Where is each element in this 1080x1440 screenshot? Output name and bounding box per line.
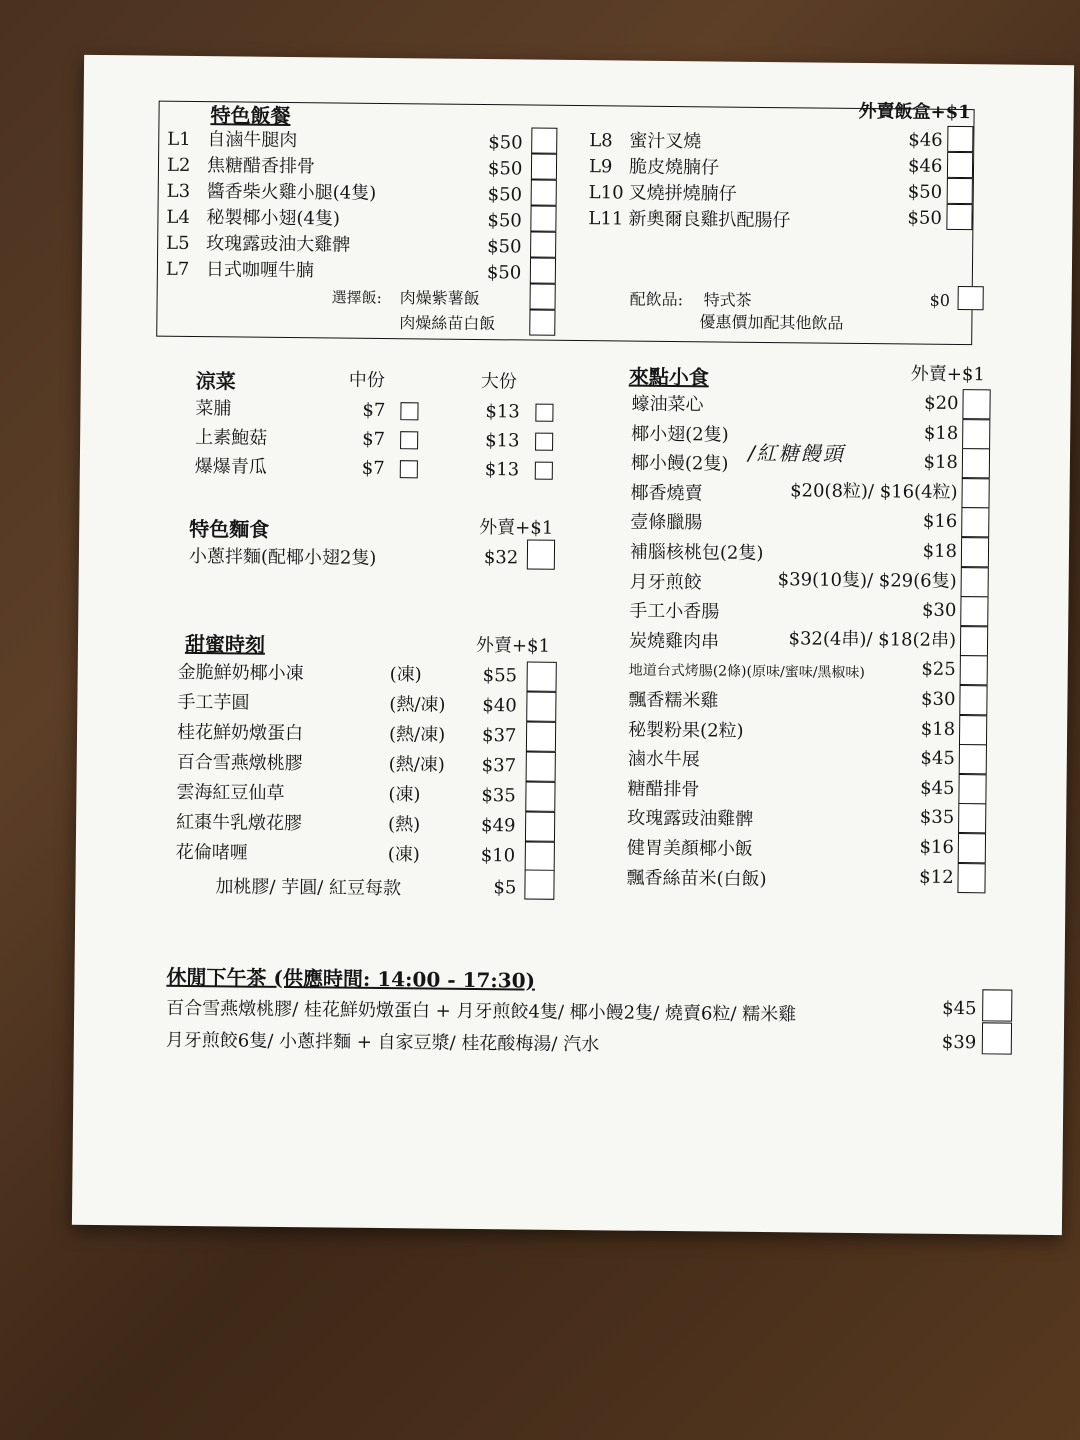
snack-item-price: $16 xyxy=(919,836,955,858)
dessert-item-price: $37 xyxy=(481,725,517,747)
noodles-takeaway-note: 外賣+$1 xyxy=(479,517,554,539)
snack-item-name: 椰小饅(2隻) xyxy=(630,452,729,475)
snack-item-checkbox[interactable] xyxy=(958,774,986,804)
dessert-item-checkbox[interactable] xyxy=(526,692,556,722)
rice-option: 肉燥紫薯飯 xyxy=(399,288,480,309)
snack-item-price: $39(10隻)/ $29(6隻) xyxy=(777,568,957,592)
cold-dish-large-checkbox[interactable] xyxy=(535,404,553,422)
rice-label: 選擇飯: xyxy=(331,288,382,307)
snack-item-price: $16 xyxy=(922,511,958,533)
snack-item-checkbox[interactable] xyxy=(959,715,987,745)
cold-dish-medium-checkbox[interactable] xyxy=(400,460,418,478)
snack-item-checkbox[interactable] xyxy=(959,685,987,715)
noodle-item-checkbox[interactable] xyxy=(527,540,555,570)
dessert-item-temp: (凍) xyxy=(389,664,422,686)
dessert-item-checkbox[interactable] xyxy=(527,662,557,692)
snack-item-checkbox[interactable] xyxy=(960,626,988,656)
snack-item-price: $18 xyxy=(922,540,958,563)
snack-item-price: $18 xyxy=(923,451,959,474)
cold-dish-large-checkbox[interactable] xyxy=(535,433,553,451)
set-meal-name: 玫瑰露豉油大雞髀 xyxy=(206,233,351,256)
dessert-item-name: 手工芋圓 xyxy=(177,691,250,714)
snack-item-name: 滷水牛展 xyxy=(627,748,700,771)
noodles-title: 特色麵食 xyxy=(189,516,270,542)
set-meal-price: $50 xyxy=(487,184,523,206)
rice-option: 肉燥絲苗白飯 xyxy=(399,313,496,334)
afternoon-tea-checkbox[interactable] xyxy=(982,989,1012,1021)
snack-item-price: $18 xyxy=(923,422,959,444)
dessert-item-price: $55 xyxy=(482,665,518,687)
dessert-item-price: $10 xyxy=(480,845,516,867)
dessert-item-temp: (熱) xyxy=(387,814,421,836)
dessert-item-temp: (熱/凍) xyxy=(389,694,446,716)
snack-item-price: $35 xyxy=(919,807,955,829)
set-meal-name: 自滷牛腿肉 xyxy=(207,129,298,152)
menu-paper xyxy=(72,55,1074,1235)
set-meal-name: 焦糖醋香排骨 xyxy=(206,155,316,178)
dessert-item-temp: (凍) xyxy=(387,844,420,866)
rice-option-checkbox[interactable] xyxy=(529,310,555,336)
cold-dish-medium-checkbox[interactable] xyxy=(400,402,418,420)
snack-item-price: $12 xyxy=(919,866,954,888)
dessert-item-checkbox[interactable] xyxy=(525,812,555,842)
snack-item-checkbox[interactable] xyxy=(957,863,985,893)
snack-item-checkbox[interactable] xyxy=(961,537,989,567)
set-meal-name: 脆皮燒腩仔 xyxy=(628,156,720,179)
snack-item-checkbox[interactable] xyxy=(962,448,990,478)
snack-item-price: $45 xyxy=(920,747,955,770)
snack-item-checkbox[interactable] xyxy=(961,507,989,537)
desserts-title: 甜蜜時刻 xyxy=(184,631,266,657)
set-meal-code: L3 xyxy=(166,180,191,202)
cold-dish-medium-price: $7 xyxy=(361,457,385,480)
cold-dish-name: 爆爆青瓜 xyxy=(194,456,267,478)
cold-dish-medium-price: $7 xyxy=(362,428,386,451)
snack-item-name: 手工小香腸 xyxy=(629,600,720,623)
dessert-item-price: $37 xyxy=(481,755,517,777)
set-meal-code: L5 xyxy=(166,232,190,254)
afternoon-tea-line: 月牙煎餃6隻/ 小蔥拌麵 + 自家豆漿/ 桂花酸梅湯/ 汽水 xyxy=(165,1029,600,1056)
drink-checkbox[interactable] xyxy=(958,286,984,310)
set-meal-checkbox[interactable] xyxy=(530,258,556,284)
dessert-item-price: $40 xyxy=(482,695,517,717)
cold-dish-name: 上素鮑菇 xyxy=(195,427,268,449)
set-meal-price: $46 xyxy=(907,155,943,177)
afternoon-tea-price: $39 xyxy=(941,1031,977,1054)
dessert-item-name: 百合雪燕燉桃膠 xyxy=(176,751,303,775)
set-meal-code: L1 xyxy=(167,128,191,150)
snack-item-name: 飄香糯米雞 xyxy=(628,689,719,712)
drink-label: 配飲品: xyxy=(629,289,684,310)
set-meal-checkbox[interactable] xyxy=(947,178,973,204)
drink-note: 優惠價加配其他飲品 xyxy=(699,312,844,333)
set-meal-price: $50 xyxy=(486,262,522,284)
set-meal-price: $50 xyxy=(487,158,523,180)
set-meal-price: $50 xyxy=(488,132,523,154)
set-meal-code: L4 xyxy=(166,206,190,228)
set-meal-name: 秘製椰小翅(4隻) xyxy=(206,207,341,230)
snack-item-name: 椰香燒賣 xyxy=(630,482,703,505)
set-meal-checkbox[interactable] xyxy=(946,204,972,230)
noodle-item-price: $32 xyxy=(483,547,519,569)
snack-item-name: 補腦核桃包(2隻) xyxy=(629,541,764,564)
snack-item-price: $20(8粒)/ $16(4粒) xyxy=(790,480,958,503)
cold-dish-medium-price: $7 xyxy=(362,399,386,422)
cold-col-medium: 中份 xyxy=(348,369,385,392)
cold-dishes-title: 涼菜 xyxy=(195,369,236,394)
set-meal-code: L7 xyxy=(165,258,190,280)
snack-item-price: $30 xyxy=(920,688,956,711)
cold-col-large: 大份 xyxy=(480,371,517,393)
snack-item-price: $25 xyxy=(921,659,956,681)
set-meal-code: L10 xyxy=(588,182,624,204)
afternoon-tea-checkbox[interactable] xyxy=(982,1022,1012,1054)
dessert-item-temp: (凍) xyxy=(388,784,421,806)
set-meal-price: $50 xyxy=(907,181,943,203)
snack-item-name: 月牙煎餃 xyxy=(629,571,702,593)
set-meal-name: 日式咖喱牛腩 xyxy=(205,259,315,282)
set-meal-price: $50 xyxy=(487,236,522,258)
set-meal-checkbox[interactable] xyxy=(531,128,557,154)
afternoon-tea-title: 休閒下午茶 (供應時間: 14:00 - 17:30) xyxy=(166,964,536,993)
dessert-item-name: 桂花鮮奶燉蛋白 xyxy=(176,721,304,745)
snack-item-price: $30 xyxy=(921,599,957,622)
cold-dish-medium-checkbox[interactable] xyxy=(400,431,418,449)
set-meal-name: 蜜汁叉燒 xyxy=(629,130,702,153)
snack-item-checkbox[interactable] xyxy=(959,744,987,774)
dessert-item-name: 紅棗牛乳燉花膠 xyxy=(176,811,303,835)
dessert-item-name: 雲海紅豆仙草 xyxy=(176,781,285,804)
set-meal-price: $46 xyxy=(908,129,943,151)
dessert-item-price: $49 xyxy=(480,815,516,837)
set-meal-checkbox[interactable] xyxy=(530,232,556,258)
snack-item-checkbox[interactable] xyxy=(958,833,986,863)
dessert-addon-price: $5 xyxy=(493,877,517,899)
snack-item-price: $45 xyxy=(920,777,955,799)
snack-item-price: $20 xyxy=(924,392,959,415)
snacks-takeaway-note: 外賣+$1 xyxy=(910,363,985,386)
cold-dish-name: 菜脯 xyxy=(195,398,232,420)
snack-item-checkbox[interactable] xyxy=(962,389,990,419)
snack-item-checkbox[interactable] xyxy=(958,803,986,833)
cold-dish-large-price: $13 xyxy=(484,459,520,481)
snack-item-name: 壹條臘腸 xyxy=(630,511,703,534)
set-meal-name: 新奧爾良雞扒配腸仔 xyxy=(628,208,791,232)
afternoon-tea-price: $45 xyxy=(942,997,977,1020)
set-meal-code: L8 xyxy=(589,130,613,152)
set-meal-name: 醬香柴火雞小腿(4隻) xyxy=(206,181,377,204)
drink-name: 特式茶 xyxy=(703,290,752,310)
set-meal-name: 叉燒拼燒腩仔 xyxy=(628,182,737,205)
snack-item-checkbox[interactable] xyxy=(961,567,989,597)
snack-item-name: 糖醋排骨 xyxy=(627,778,700,801)
dessert-item-checkbox[interactable] xyxy=(525,842,555,872)
set-meal-checkbox[interactable] xyxy=(947,152,973,178)
dessert-item-name: 金脆鮮奶椰小凍 xyxy=(177,661,304,685)
snack-item-checkbox[interactable] xyxy=(960,655,988,685)
cold-dish-large-price: $13 xyxy=(485,401,520,423)
dessert-addon: 加桃膠/ 芋圓/ 紅豆每款 xyxy=(215,876,402,900)
dessert-item-checkbox[interactable] xyxy=(525,782,555,812)
dessert-item-price: $35 xyxy=(481,785,516,807)
dessert-item-temp: (熱/凍) xyxy=(388,754,445,776)
dessert-addon-checkbox[interactable] xyxy=(524,870,554,900)
set-meal-checkbox[interactable] xyxy=(531,180,557,206)
set-meal-price: $50 xyxy=(907,207,942,229)
set-meal-code: L9 xyxy=(588,156,613,178)
dessert-item-name: 花倫啫喱 xyxy=(175,841,248,864)
snack-item-name: 炭燒雞肉串 xyxy=(628,630,720,653)
desserts-takeaway-note: 外賣+$1 xyxy=(475,634,551,657)
snack-item-name: 健胃美顏椰小飯 xyxy=(626,837,753,860)
snack-item-name: 玫瑰露豉油雞髀 xyxy=(627,807,754,831)
dessert-item-checkbox[interactable] xyxy=(526,722,556,752)
snack-item-name: 秘製粉果(2粒) xyxy=(628,719,744,742)
snack-item-name: 地道台式烤腸(2條)(原味/蜜味/黑椒味) xyxy=(628,662,866,682)
dessert-item-temp: (熱/凍) xyxy=(388,724,446,746)
dessert-item-checkbox[interactable] xyxy=(526,752,556,782)
snack-item-name: 椰小翅(2隻) xyxy=(631,423,729,446)
set-meal-checkbox[interactable] xyxy=(530,206,556,232)
snack-item-name: 飄香絲苗米(白飯) xyxy=(626,867,767,890)
snack-item-price: $18 xyxy=(920,718,956,740)
snacks-title: 來點小食 xyxy=(628,364,709,390)
set-meals-title: 特色飯餐 xyxy=(210,103,291,129)
snack-item-name: 蠔油菜心 xyxy=(631,393,704,416)
handwritten-note: /紅糖饅頭 xyxy=(747,440,845,466)
cold-dish-large-checkbox[interactable] xyxy=(535,462,553,480)
snack-item-checkbox[interactable] xyxy=(960,596,988,626)
snack-item-checkbox[interactable] xyxy=(961,478,989,508)
set-meal-code: L2 xyxy=(166,154,191,176)
snack-item-checkbox[interactable] xyxy=(962,419,990,449)
cold-dish-large-price: $13 xyxy=(485,430,520,452)
set-meal-code: L11 xyxy=(588,208,624,230)
set-meal-price: $50 xyxy=(487,210,522,232)
snack-item-price: $32(4串)/ $18(2串) xyxy=(788,628,957,651)
noodle-item-name: 小蔥拌麵(配椰小翅2隻) xyxy=(188,545,377,569)
rice-option-checkbox[interactable] xyxy=(530,284,556,310)
drink-price: $0 xyxy=(929,290,951,310)
set-meals-takeaway-note: 外賣飯盒+$1 xyxy=(858,100,971,124)
set-meal-checkbox[interactable] xyxy=(947,126,973,152)
set-meal-checkbox[interactable] xyxy=(531,154,557,180)
afternoon-tea-line: 百合雪燕燉桃膠/ 桂花鮮奶燉蛋白 + 月牙煎餃4隻/ 椰小饅2隻/ 燒賣6粒/ 糯米雞 xyxy=(166,997,797,1026)
